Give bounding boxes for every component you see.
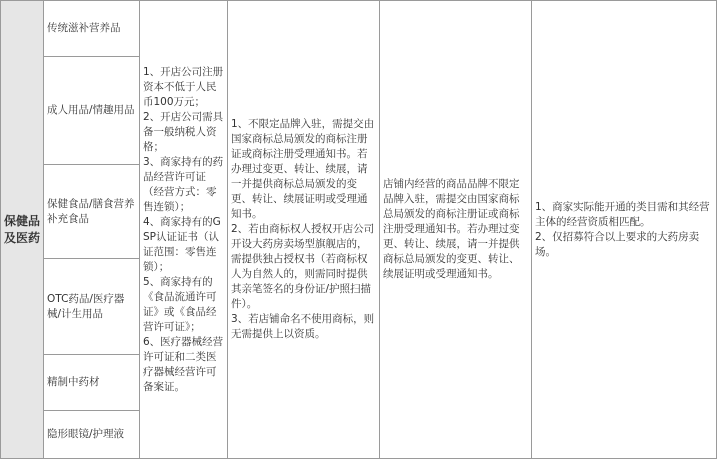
category-cell — [44, 57, 140, 165]
category-label: 精制中药材 — [47, 376, 100, 388]
qualification-requirements-cell — [140, 1, 228, 459]
group-label-cell — [1, 1, 44, 459]
group-label: 保健品及医药 — [4, 213, 41, 245]
brand-requirements-text: 1、不限定品牌入驻，需提交由国家商标总局颁发的商标注册证或商标注册受理通知书。若办理过变更、转让、续展，请一并提供商标总局颁发的变更、转让、续展证明或受理通知书。 2、若由商标权人授权开店公司开设大药房卖场型旗舰店的，需提供独占授权书（若商标权人为自然人的，则需同时提供其亲笔签名的身份证/护照扫描件）。 3、若店铺命名不使用商标，则无需提供上以资质。 — [231, 118, 375, 340]
authorized-brand-text: 店铺内经营的商品品牌不限定品牌入驻，需提交由国家商标总局颁发的商标注册证或商标注册受理通知书。若办理过变更、转让、续展，请一并提供商标总局颁发的变更、转让、续展证明或受理通知书。 — [383, 178, 520, 280]
notes-text: 1、商家实际能开通的类目需和其经营主体的经营资质相匹配。 2、仅招募符合以上要求的大药房卖场。 — [535, 200, 710, 258]
qualification-requirements-text: 1、开店公司注册资本不低于人民币100万元； 2、开店公司需具备一般纳税人资格； 3、商家持有的药品经营许可证（经营方式：零售连锁）； 4、商家持有的GSP认证证书（认证范围：零售连锁）； 5、商家持有的《食品流通许可证》或《食品经营许可证》； 6、医疗器械经营许可证和二类医疗器械经营许可备案证。 — [143, 65, 224, 393]
category-cell — [44, 259, 140, 355]
category-cell — [44, 411, 140, 459]
brand-requirements-cell — [228, 1, 380, 459]
authorized-brand-cell — [380, 1, 532, 459]
category-label: 保健食品/膳食营养补充食品 — [47, 197, 135, 225]
category-label: OTC药品/医疗器械/计生用品 — [47, 292, 125, 320]
category-cell — [44, 1, 140, 57]
category-label: 传统滋补营养品 — [47, 22, 121, 34]
category-cell — [44, 165, 140, 259]
notes-cell — [532, 1, 717, 459]
category-label: 隐形眼镜/护理液 — [47, 428, 125, 440]
category-label: 成人用品/情趣用品 — [47, 104, 135, 116]
category-cell — [44, 355, 140, 411]
